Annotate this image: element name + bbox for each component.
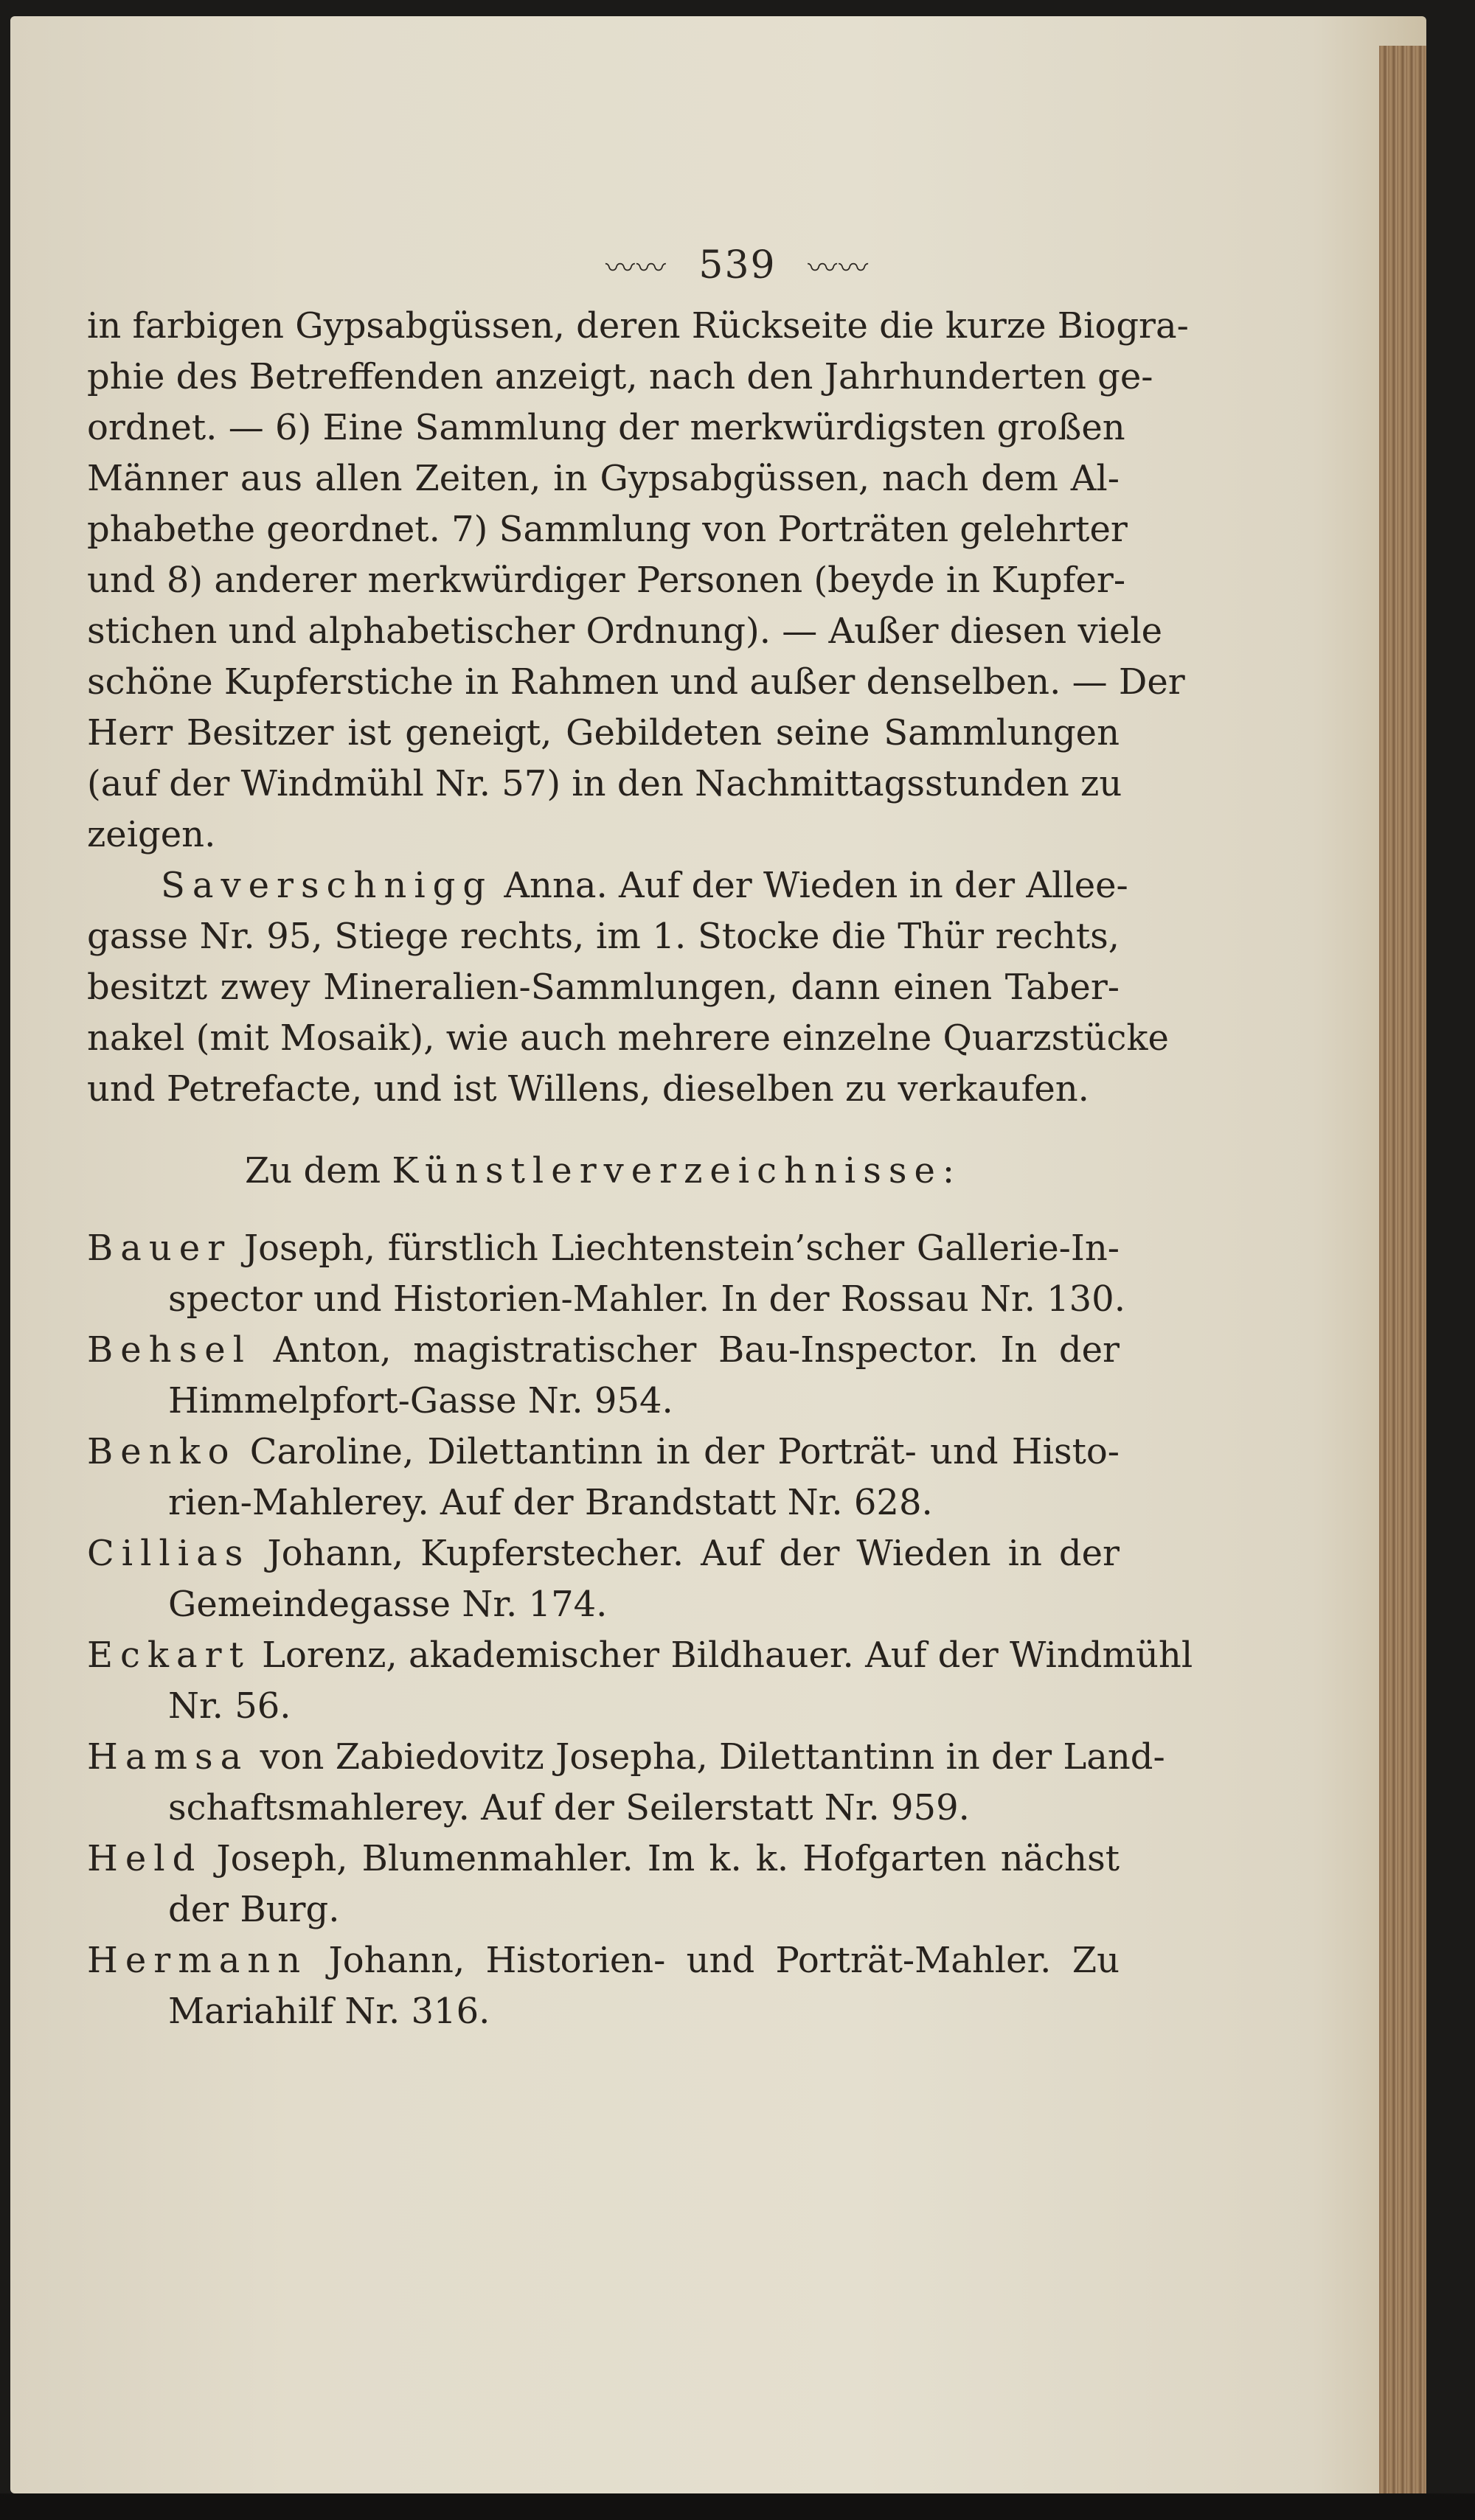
entry-name: Hamsa (87, 1736, 249, 1778)
heading-prefix: Zu dem (244, 1150, 392, 1191)
text-line: rien-Mahlerey. Auf der Brandstatt Nr. 628. (168, 1482, 933, 1523)
artist-entry (87, 1732, 1165, 1834)
text-line: phie des Betreffenden anzeigt, nach den Jahrhunderten ge- (87, 356, 1153, 397)
entry-text: Anton, magistratischer Bau-Inspector. In der (251, 1329, 1120, 1371)
continued-paragraph (87, 301, 1189, 860)
entry-name: Bauer (87, 1228, 232, 1269)
entry-text: von Zabiedovitz Josepha, Dilettantinn in der Land- (249, 1736, 1165, 1778)
entry-name: Benko (87, 1431, 237, 1472)
entry-text: Anna. Auf der Wieden in der Allee- (493, 865, 1128, 906)
ornament-right: 〰〰 (808, 251, 870, 285)
text-line (87, 1528, 1120, 1579)
entry-name: Hermann (87, 1940, 308, 1981)
page-edge (1379, 46, 1426, 2501)
ornament-left: 〰〰 (605, 251, 667, 285)
text-line: und Petrefacte, und ist Willens, dieselben zu verkaufen. (87, 1068, 1089, 1110)
entry-name: Behsel (87, 1329, 251, 1371)
artist-entry (87, 1630, 1193, 1732)
entry-text: Johann, Historien- und Porträt-Mahler. Zu (308, 1940, 1120, 1981)
text-line: Mariahilf Nr. 316. (168, 1991, 490, 2032)
page-number: 539 (698, 243, 777, 288)
artist-list (87, 1223, 1193, 2037)
bottom-shadow (0, 2493, 1475, 2520)
text-line: in farbigen Gypsabgüssen, deren Rückseite die kurze Biogra- (87, 305, 1189, 347)
saverschnigg-paragraph (87, 860, 1169, 1115)
artist-entry (87, 1325, 1120, 1427)
text-line: der Burg. (168, 1889, 340, 1930)
text-line: Gemeindegasse Nr. 174. (168, 1584, 608, 1625)
entry-text: Joseph, fürstlich Liechtenstein’scher Gallerie-In- (232, 1228, 1120, 1269)
text-line (87, 1732, 1165, 1783)
entry-name: Held (87, 1838, 203, 1879)
text-line: ordnet. — 6) Eine Sammlung der merkwürdigsten großen (87, 407, 1125, 448)
text-line: Nr. 56. (168, 1685, 291, 1727)
text-line: besitzt zwey Mineralien-Sammlungen, dann einen Taber- (87, 967, 1120, 1008)
text-line: Herr Besitzer ist geneigt, Gebildeten seine Sammlungen (87, 712, 1120, 753)
text-line (87, 1325, 1120, 1376)
entry-text: Johann, Kupferstecher. Auf der Wieden in der (250, 1533, 1120, 1574)
text-line: phabethe geordnet. 7) Sammlung von Porträten gelehrter (87, 509, 1128, 550)
artist-entry (87, 1935, 1120, 2037)
text-line (87, 1223, 1120, 1274)
entry-name: Saverschnigg (161, 865, 493, 906)
entry-text: Caroline, Dilettantinn in der Porträt- und Histo- (236, 1431, 1120, 1472)
page-header (0, 243, 1475, 288)
text-line (87, 1935, 1120, 1986)
artist-entry (87, 1223, 1125, 1325)
text-line: (auf der Windmühl Nr. 57) in den Nachmittagsstunden zu (87, 763, 1122, 804)
text-line: Himmelpfort-Gasse Nr. 954. (168, 1380, 673, 1421)
text-line (87, 1427, 1120, 1477)
artist-entry (87, 1427, 1120, 1528)
artist-entry (87, 1834, 1120, 1935)
section-heading (87, 1146, 1120, 1197)
text-line: schaftsmahlerey. Auf der Seilerstatt Nr. 959. (168, 1787, 970, 1828)
artist-entry (87, 1528, 1120, 1630)
text-line (87, 1834, 1120, 1884)
entry-text: Lorenz, akademischer Bildhauer. Auf der Windmühl (250, 1635, 1193, 1676)
entry-text: Joseph, Blumenmahler. Im k. k. Hofgarten nächst (202, 1838, 1120, 1879)
text-line (87, 860, 1128, 911)
text-line: spector und Historien-Mahler. In der Rossau Nr. 130. (168, 1278, 1125, 1320)
text-line: und 8) anderer merkwürdiger Personen (beyde in Kupfer- (87, 560, 1126, 601)
text-line: nakel (mit Mosaik), wie auch mehrere einzelne Quarzstücke (87, 1017, 1169, 1059)
entry-name: Eckart (87, 1635, 251, 1676)
text-line: Männer aus allen Zeiten, in Gypsabgüssen, nach dem Al- (87, 458, 1120, 499)
page-text (87, 301, 1193, 2037)
text-line: schöne Kupferstiche in Rahmen und außer denselben. — Der (87, 661, 1185, 703)
entry-name: Cillias (87, 1533, 251, 1574)
text-line: gasse Nr. 95, Stiege rechts, im 1. Stocke die Thür rechts, (87, 916, 1120, 957)
text-line: zeigen. (87, 814, 216, 855)
text-line (87, 1630, 1193, 1681)
text-line: stichen und alphabetischer Ordnung). — Außer diesen viele (87, 610, 1163, 652)
heading-spaced: Künstlerverzeichnisse: (392, 1150, 962, 1191)
